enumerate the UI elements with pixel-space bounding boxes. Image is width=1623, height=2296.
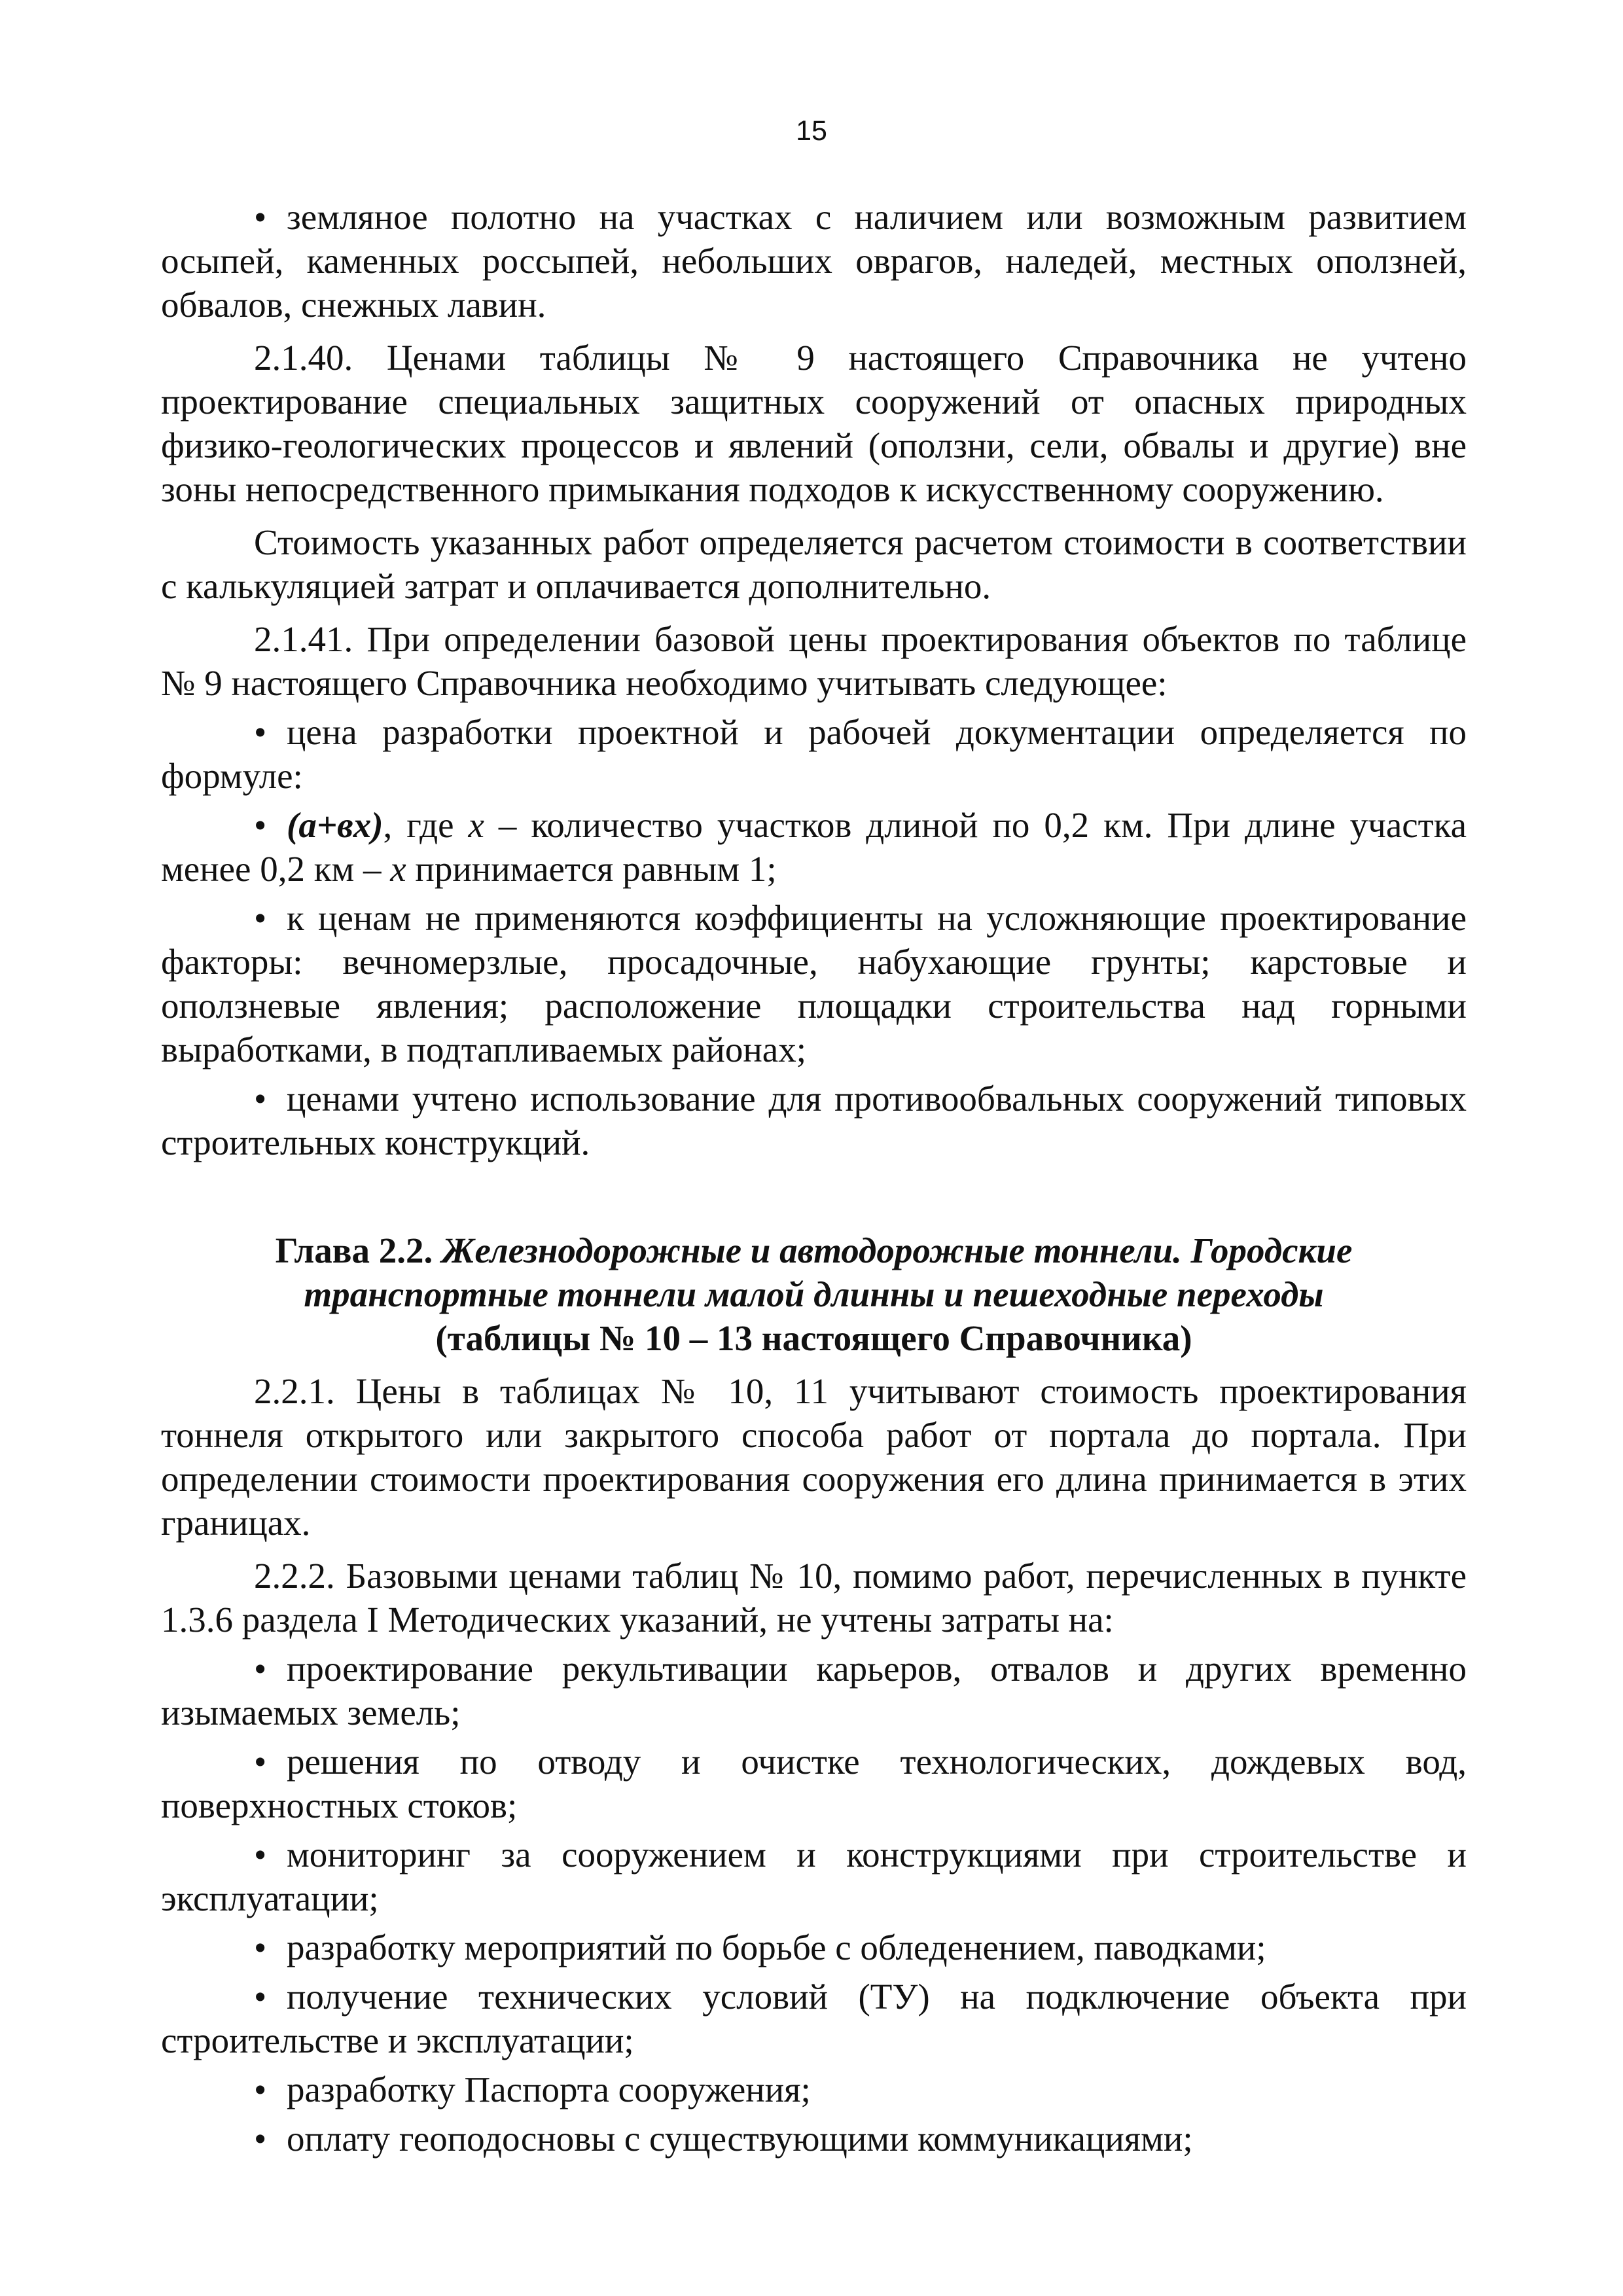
variable-x: х [390, 849, 406, 889]
bullet-icon: • [254, 1742, 267, 1782]
bullet-item-screes: • земляное полотно на участках с наличием или возможным развитием осыпей, каменных россыпей, небольших оврагов, наледей, местных оползней, обвалов, снежных лавин. [161, 195, 1467, 327]
bullet-icon: • [254, 712, 267, 752]
bullet-icon: • [254, 197, 267, 237]
chapter-title: Железнодорожные и автодорожные тоннели. Городские транспортные тоннели малой длинны и пешеходные переходы [304, 1230, 1353, 1314]
bullet-item-price-formula: • цена разработки проектной и рабочей документации определяется по формуле: [161, 710, 1467, 798]
bullet-icon: • [254, 1649, 267, 1689]
page-number: 15 [796, 115, 827, 147]
bullet-item-icing: • разработку мероприятий по борьбе с обледенением, паводками; [161, 1926, 1467, 1969]
bullet-icon: • [254, 1928, 267, 1967]
bullet-item-coefficients: • к ценам не применяются коэффициенты на усложняющие проектирование факторы: вечномерзлые, просадочные, набухающие грунты; карстовые и оползневые явления; расположение площадки строительства над горными выработками, в подтапливаемых районах; [161, 896, 1467, 1071]
bullet-item-geobase: • оплату геоподосновы с существующими коммуникациями; [161, 2117, 1467, 2161]
chapter-subtitle: (таблицы № 10 – 13 настоящего Справочника) [435, 1318, 1192, 1358]
paragraph-cost-calculation: Стоимость указанных работ определяется расчетом стоимости в соответствии с калькуляцией затрат и оплачивается дополнительно. [161, 522, 1467, 606]
bullet-item-monitoring: • мониторинг за сооружением и конструкциями при строительстве и эксплуатации; [161, 1833, 1467, 1920]
bullet-item-technical-conditions: • получение технических условий (ТУ) на подключение объекта при строительстве и эксплуатации; [161, 1975, 1467, 2062]
chapter-heading [161, 1229, 1467, 1360]
bullet-item-drainage: • решения по отводу и очистке технологических, дождевых вод, поверхностных стоков; [161, 1740, 1467, 1827]
bullet-icon: • [254, 2070, 267, 2109]
bullet-icon: • [254, 1079, 267, 1119]
clause-2-1-41: 2.1.41. При определении базовой цены проектирования объектов по таблице № 9 настоящего Справочника необходимо учитывать следующее: [161, 619, 1467, 703]
bullet-item-passport: • разработку Паспорта сооружения; [161, 2068, 1467, 2111]
price-formula: (а+вх) [287, 805, 383, 845]
chapter-label: Глава 2.2. [275, 1230, 433, 1270]
bullet-icon: • [254, 805, 267, 845]
bullet-icon: • [254, 2119, 267, 2159]
clause-2-1-40: 2.1.40. Ценами таблицы № 9 настоящего Справочника не учтено проектирование специальных защитных сооружений от опасных природных физико-геологических процессов и явлений (оползни, сели, обвалы и другие) вне зоны непосредственного примыкания подходов к искусственному сооружению. [161, 338, 1467, 509]
clause-2-2-1: 2.2.1. Цены в таблицах № 10, 11 учитывают стоимость проектирования тоннеля открытого или закрытого способа работ от портала до портала. При определении стоимости проектирования сооружения его длина принимается в этих границах. [161, 1371, 1467, 1543]
variable-x: х [468, 805, 484, 845]
bullet-item-typical-structures: • ценами учтено использование для противообвальных сооружений типовых строительных конструкций. [161, 1077, 1467, 1164]
bullet-item-formula: • (а+вх), где х – количество участков длиной по 0,2 км. При длине участка менее 0,2 км – х принимается равным 1; [161, 803, 1467, 891]
bullet-item-recultivation: • проектирование рекультивации карьеров, отвалов и других временно изымаемых земель; [161, 1647, 1467, 1734]
document-body [161, 190, 1467, 2161]
bullet-icon: • [254, 1835, 267, 1874]
clause-2-2-2: 2.2.2. Базовыми ценами таблиц № 10, помимо работ, перечисленных в пункте 1.3.6 раздела I Методических указаний, не учтены затраты на: [161, 1556, 1467, 1640]
bullet-icon: • [254, 898, 267, 938]
bullet-icon: • [254, 1977, 267, 2017]
